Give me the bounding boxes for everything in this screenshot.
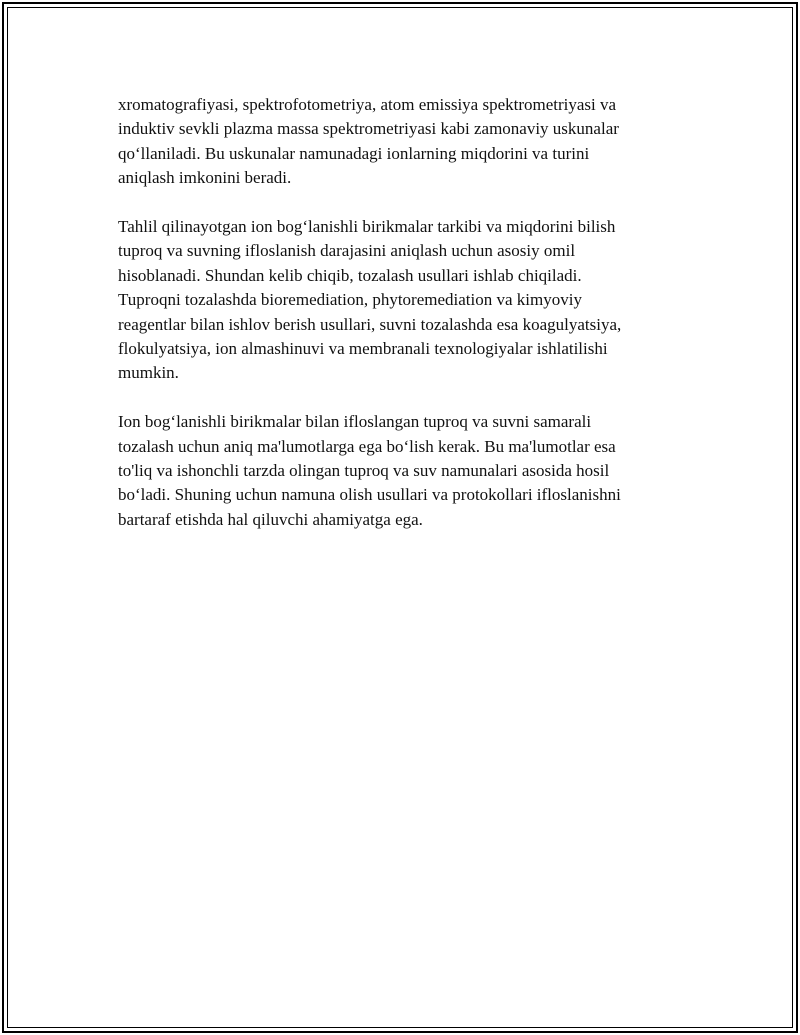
- paragraph-1: xromatografiyasi, spektrofotometriya, atom emissiya spektrometriyasi va induktiv sevkli plazma massa spektrometriyasi kabi zamonaviy uskunalar qo‘llaniladi. Bu uskunalar namunadagi ionlarning miqdorini va turini aniqlash imkonini beradi.: [118, 95, 619, 188]
- document-body: [118, 93, 678, 557]
- paragraph-3: Ion bog‘lanishli birikmalar bilan ifloslangan tuproq va suvni samarali tozalash uchun aniq ma'lumotlarga ega bo‘lish kerak. Bu ma'lumotlar esa to'liq va ishonchli tarzda olingan tuproq va suv namunalari asosida hosil bo‘ladi. Shuning uchun namuna olish usullari va protokollari ifloslanishni bartaraf etishda hal qiluvchi ahamiyatga ega.: [118, 412, 621, 529]
- paragraph-2: Tahlil qilinayotgan ion bog‘lanishli birikmalar tarkibi va miqdorini bilish tuproq va suvning ifloslanish darajasini aniqlash uchun asosiy omil hisoblanadi. Shundan kelib chiqib, tozalash usullari ishlab chiqiladi. Tuproqni tozalashda bioremediation, phytoremediation va kimyoviy reagentlar bilan ishlov berish usullari, suvni tozalashda esa koagulyatsiya, flokulyatsiya, ion almashinuvi va membranali texnologiyalar ishlatilishi mumkin.: [118, 217, 622, 383]
